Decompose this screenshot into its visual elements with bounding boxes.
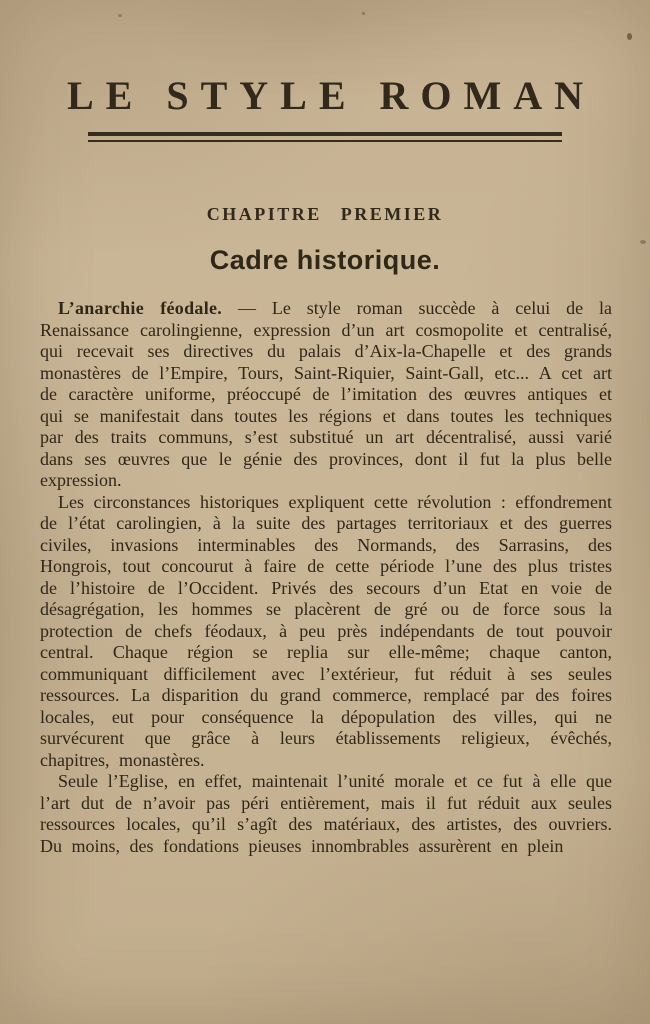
- paragraph-text: Les circonstances historiques expliquent cette révolution : effondrement de l’état carolingien, à la suite des partages territoriaux et des guerres civiles, invasions interminables des Normands, des Sarrasins, des Hongrois, tout concourut à faire de cette période l’une des plus tristes de l’histoire de l’Occident. Privés des secours d’un Etat en voie de désagrégation, les hommes se placèrent de gré ou de force sous la protection de chefs féodaux, à peu près indépendants de tout pouvoir central. Chaque région se replia sur elle-même; chaque canton, communiquant difficilement avec l’extérieur, fut réduit à ses seules ressources. La disparition du grand commerce, remplacé par des foires locales, eut pour conséquence la dépopulation des villes, qui ne survécurent que grâce à leurs établissements religieux, évêchés, chapitres, monastères.: [40, 491, 613, 770]
- paper-speck: [362, 12, 365, 15]
- paper-speck: [627, 33, 632, 40]
- paper-speck: [118, 14, 122, 17]
- paper-speck: [640, 240, 646, 244]
- section-title: Cadre historique.: [209, 245, 441, 275]
- paragraph-text: — Le style roman succède à celui de la Renaissance carolingienne, expression d’un art cosmopolite et centralisé, qui recevait ses directives du palais d’Aix-la-Chapelle et des grands monastères de l’Empire, Tours, Saint-Riquier, Saint-Gall, etc... A cet art de caractère uniforme, préoccupé de l’imitation des œuvres antiques et qui se manifestait dans toutes les régions et dans toutes les techniques par des traits communs, s’est substitué un art décentralisé, aussi varié dans ses œuvres que le génie des provinces, dont il fut la plus belle expression.: [40, 298, 612, 490]
- paragraph-anarchie-feodale: [40, 298, 612, 492]
- paragraph-text: Seule l’Eglise, en effet, maintenait l’unité morale et ce fut à elle que l’art dut de n’avoir pas péri entièrement, mais il fut réduit aux seules ressources locales, qu’il s’agît des matériaux, des artistes, des ouvriers. Du moins, des fondations pieuses innombrables assurèrent en plein: [40, 771, 612, 856]
- body-text: [40, 298, 612, 857]
- paragraph-circonstances: [40, 492, 612, 772]
- paragraph-lead: L’anarchie féodale.: [58, 298, 223, 318]
- paragraph-eglise: [40, 771, 612, 857]
- page-title: LE STYLE ROMAN: [66, 73, 596, 118]
- title-double-rule: [88, 132, 562, 142]
- chapter-heading: CHAPITRE PREMIER: [206, 204, 444, 224]
